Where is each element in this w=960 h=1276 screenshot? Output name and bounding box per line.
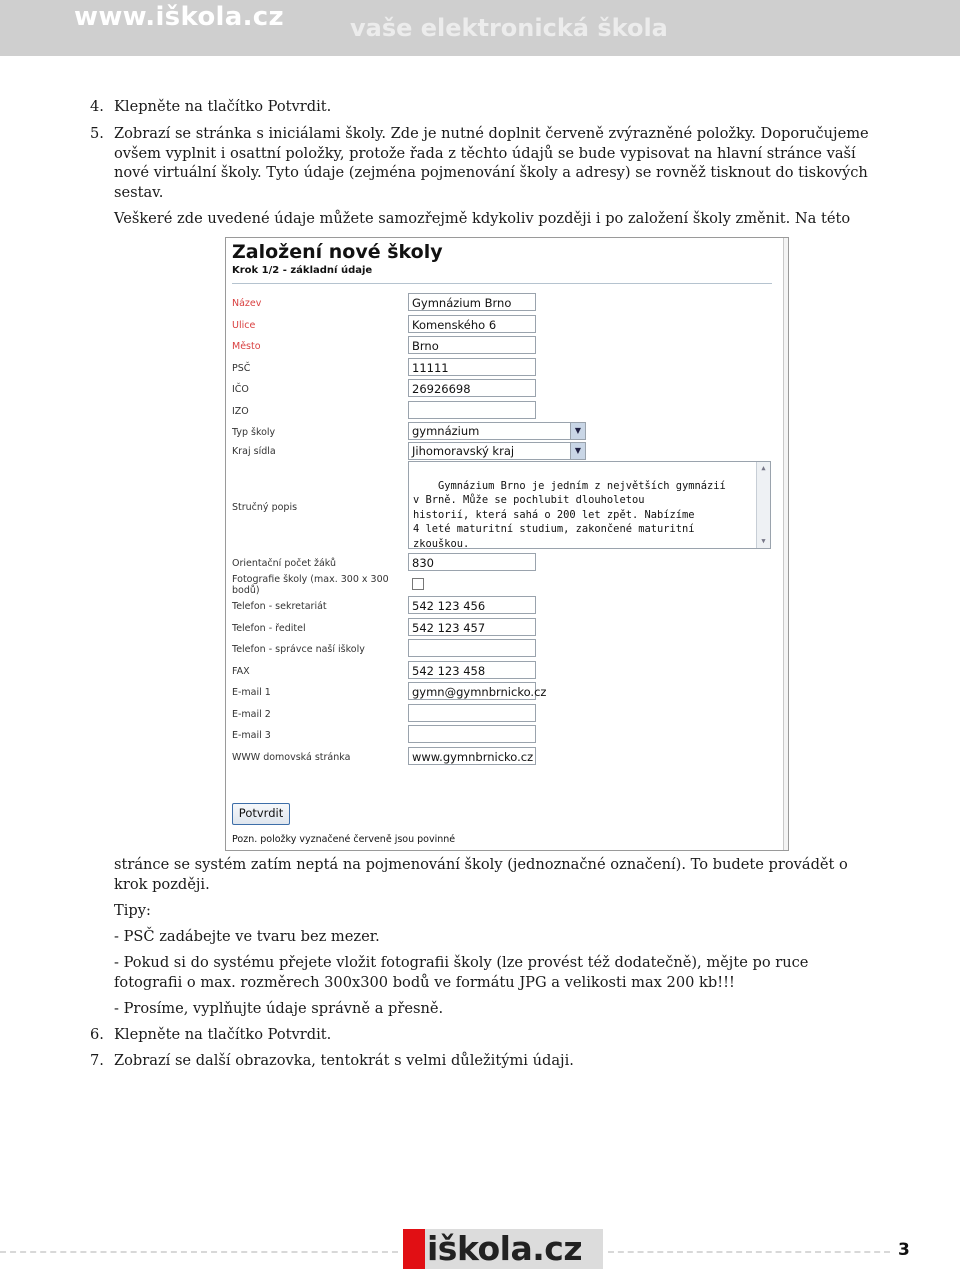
label-mesto: Město	[232, 341, 261, 352]
textarea-scrollbar[interactable]	[756, 462, 770, 548]
label-psc: PSČ	[232, 363, 251, 374]
page-header	[0, 0, 960, 56]
label-izo: IZO	[232, 406, 249, 417]
tip-photo: - Pokud si do systému přejete vložit fotografii školy (lze provést též dodatečně), mějte po ruce fotografii o max. rozměrech 300x300 bodů ve formátu JPG a velikosti max 200 kb!!!	[114, 954, 809, 991]
chevron-down-icon[interactable]: ▼	[570, 443, 585, 459]
input-tel-spr[interactable]	[408, 639, 536, 657]
input-email1[interactable]: gymn@gymnbrnicko.cz	[408, 682, 536, 700]
tip-accuracy: - Prosíme, vyplňujte údaje správně a přesně.	[114, 1000, 444, 1017]
label-tel-sek: Telefon - sekretariát	[232, 601, 327, 612]
label-popis: Stručný popis	[232, 502, 298, 513]
label-www: WWW domovská stránka	[232, 752, 351, 763]
label-foto: Fotografie školy (max. 300 x 300 bodů)	[232, 574, 389, 596]
select-kraj[interactable]	[408, 442, 586, 460]
input-nazev[interactable]: Gymnázium Brno	[408, 293, 536, 311]
step-text: Klepněte na tlačítko Potvrdit.	[114, 1026, 332, 1043]
logo-red-bar	[403, 1229, 425, 1269]
paragraph-changes: Veškeré zde uvedené údaje můžete samozřejmě kdykoliv později i po založení školy změnit. Na této	[114, 210, 851, 227]
label-email3: E-mail 3	[232, 730, 271, 741]
select-typ-value: gymnázium	[412, 424, 480, 438]
frame-border	[783, 238, 788, 850]
label-zaku: Orientační počet žáků	[232, 558, 337, 569]
textarea-popis-value: Gymnázium Brno je jedním z největších gymnázií v Brně. Může se pochlubit dlouholetou historií, která sahá o 200 let zpět. Nabízíme 4 leté maturitní studium, zakončené maturitní zkouškou.	[413, 479, 726, 549]
step-number: 4.	[90, 98, 104, 115]
label-ulice: Ulice	[232, 320, 256, 331]
form-title: Založení nové školy	[232, 241, 443, 263]
input-zaku[interactable]: 830	[408, 553, 536, 571]
scroll-down-icon[interactable]: ▼	[761, 537, 766, 545]
label-tel-spr: Telefon - správce naší iškoly	[232, 644, 365, 655]
step-number: 7.	[90, 1052, 104, 1069]
tips-title: Tipy:	[114, 902, 151, 919]
label-email2: E-mail 2	[232, 709, 271, 720]
form-screenshot	[225, 237, 789, 851]
required-note: Pozn. položky vyznačené červeně jsou povinné	[232, 834, 456, 845]
label-fax: FAX	[232, 666, 250, 677]
chevron-down-icon[interactable]: ▼	[570, 423, 585, 439]
page-number: 3	[898, 1240, 910, 1260]
input-ico[interactable]: 26926698	[408, 379, 536, 397]
checkbox-foto[interactable]	[412, 578, 424, 590]
select-typ[interactable]	[408, 422, 586, 440]
step-number: 5.	[90, 125, 104, 142]
footer-rule-right	[608, 1251, 890, 1253]
footer-logo	[403, 1229, 603, 1269]
scroll-up-icon[interactable]: ▲	[761, 464, 766, 472]
input-email3[interactable]	[408, 725, 536, 743]
label-tel-red: Telefon - ředitel	[232, 623, 306, 634]
label-typ: Typ školy	[232, 427, 276, 438]
site-tagline: vaše elektronická škola	[350, 14, 668, 42]
tip-psc: - PSČ zadábejte ve tvaru bez mezer.	[114, 928, 380, 945]
footer-rule-left	[0, 1251, 398, 1253]
input-mesto[interactable]: Brno	[408, 336, 536, 354]
form-step: Krok 1/2 - základní údaje	[232, 265, 373, 276]
label-ico: IČO	[232, 384, 249, 395]
input-www[interactable]: www.gymnbrnicko.cz	[408, 747, 536, 765]
step-text: Zobrazí se další obrazovka, tentokrát s velmi důležitými údaji.	[114, 1052, 574, 1069]
input-fax[interactable]: 542 123 458	[408, 661, 536, 679]
label-nazev: Název	[232, 298, 262, 309]
input-izo[interactable]	[408, 401, 536, 419]
paragraph-changes-cont: stránce se systém zatím neptá na pojmenování školy (jednoznačné označení). To budete provádět o krok později.	[114, 856, 848, 893]
step-number: 6.	[90, 1026, 104, 1043]
input-ulice[interactable]: Komenského 6	[408, 315, 536, 333]
step-text: Zobrazí se stránka s iniciálami školy. Zde je nutné doplnit červeně zvýrazněné položky. Doporučujeme ovšem vyplnit i osattní položky, protože řada z těchto údajů se bude vypisovat na hlavní stránce vaší nové virtuální školy. Tyto údaje (zejména pojmenování školy a adresy) se rovněž tisknout do tiskových sestav.	[114, 125, 869, 201]
select-kraj-value: Jihomoravský kraj	[412, 444, 515, 458]
input-tel-red[interactable]: 542 123 457	[408, 618, 536, 636]
input-email2[interactable]	[408, 704, 536, 722]
submit-button[interactable]: Potvrdit	[232, 803, 290, 825]
label-email1: E-mail 1	[232, 687, 271, 698]
input-tel-sek[interactable]: 542 123 456	[408, 596, 536, 614]
site-name: www.iškola.cz	[74, 2, 284, 32]
divider	[232, 283, 772, 284]
textarea-popis[interactable]	[408, 461, 771, 549]
step-text: Klepněte na tlačítko Potvrdit.	[114, 98, 332, 115]
input-psc[interactable]: 11111	[408, 358, 536, 376]
label-kraj: Kraj sídla	[232, 446, 276, 457]
logo-text: iškola.cz	[427, 1229, 583, 1268]
